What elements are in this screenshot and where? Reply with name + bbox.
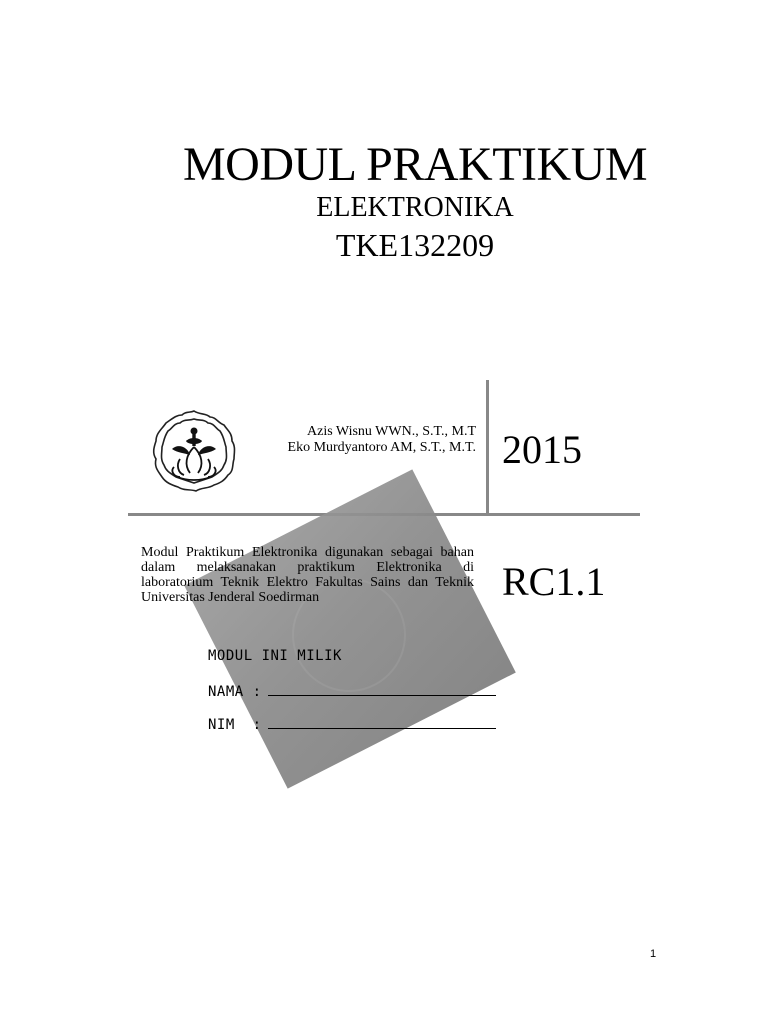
document-subtitle: ELEKTRONIKA [316,192,514,223]
publication-year: 2015 [502,427,582,472]
nama-field [208,681,496,701]
page-number: 1 [650,948,657,960]
nim-blank-line [268,714,496,729]
document-title: MODUL PRAKTIKUM [182,138,648,191]
nim-field [208,714,496,734]
nim-label: NIM : [208,717,262,733]
module-description: Modul Praktikum Elektronika digunakan sebagai bahan dalam melaksanakan praktikum Elektronika di laboratorium Teknik Elektro Fakultas Sains dan Teknik Universitas Jenderal Soedirman [141,545,474,605]
nama-blank-line [268,681,496,696]
course-code: TKE132209 [335,227,495,263]
author-name: Eko Murdyantoro AM, S.T., M.T. [287,440,476,455]
nama-label: NAMA : [208,684,262,700]
author-list [240,424,476,456]
university-seal-icon [150,407,238,493]
vertical-divider [486,380,489,515]
revision-code: RC1.1 [502,559,606,604]
ownership-heading: MODUL INI MILIK [208,648,342,664]
author-name: Azis Wisnu WWN., S.T., M.T [307,424,476,439]
